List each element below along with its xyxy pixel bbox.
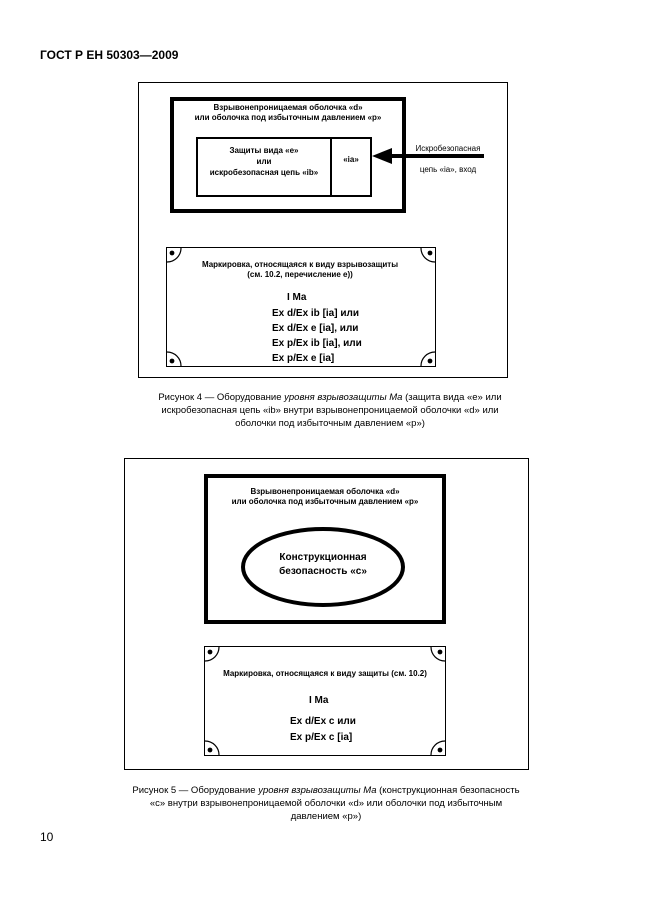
figure5-corner-screw-icon (429, 739, 445, 755)
figure4-enclosure-label-1: Взрывонепроницаемая оболочка «d» (213, 103, 363, 112)
figure4-inner-label-3: искробезопасная цепь «ib» (209, 168, 319, 177)
figure4-inner-divider (330, 139, 332, 195)
figure5-caption-line3: давлением «p») (290, 811, 362, 822)
figure5-enclosure-label-2: или оболочка под избыточным давлением «p» (231, 497, 419, 506)
figure5-corner-screw-icon (205, 647, 221, 663)
figure4-caption-rest: (защита вида «e» или (402, 392, 502, 403)
figure5-caption-prefix: Рисунок 5 — Оборудование (132, 785, 259, 796)
figure4-corner-screw-icon (419, 248, 435, 264)
figure5-marking-group: I Ma (309, 695, 329, 706)
figure5-caption-italic: уровня взрывозащиты Ma (258, 785, 377, 796)
figure4-arrow-label-1: Искробезопасная (415, 144, 481, 153)
figure4-marking-line-4: Ex p/Ex e [ia] (272, 353, 335, 364)
figure4-arrow-label-2: цепь «ia», вход (419, 165, 477, 174)
figure4-caption-italic: уровня взрывозащиты Ma (284, 392, 403, 403)
page-number: 10 (40, 830, 54, 844)
figure4-marking-title-1: Маркировка, относящаяся к виду взрывозащиты (201, 260, 399, 269)
figure4-inner-label-1: Защиты вида «e» (229, 146, 299, 155)
figure5-marking-line-2: Ex p/Ex c [ia] (290, 732, 353, 743)
figure5-corner-screw-icon (205, 739, 221, 755)
figure4-marking-line-2: Ex d/Ex e [ia], или (272, 323, 359, 334)
document-header: ГОСТ Р ЕН 50303—2009 (40, 48, 179, 62)
figure4-marking-line-3: Ex p/Ex ib [ia], или (272, 338, 362, 349)
figure4-corner-screw-icon (167, 350, 183, 366)
figure5-enclosure-label-1: Взрывонепроницаемая оболочка «d» (250, 487, 400, 496)
figure5-corner-screw-icon (429, 647, 445, 663)
figure4-inner-label-2: или (256, 157, 272, 166)
figure5-marking-title: Маркировка, относящаяся к виду защиты (см. 10.2) (223, 669, 427, 678)
figure5-caption-rest: (конструкционная безопасность (376, 785, 520, 796)
figure4-marking-line-1: Ex d/Ex ib [ia] или (272, 308, 359, 319)
figure4-caption-prefix: Рисунок 4 — Оборудование (158, 392, 285, 403)
figure4-caption (120, 391, 540, 430)
figure4-marking-group: I Ma (287, 292, 307, 303)
figure5-caption (110, 784, 542, 823)
figure5-ellipse-label-2: безопасность «c» (279, 566, 367, 577)
figure4-ia-label: «ia» (343, 155, 359, 164)
figure4-corner-screw-icon (419, 350, 435, 366)
figure4-enclosure-label-2: или оболочка под избыточным давлением «p» (194, 113, 382, 122)
figure4-caption-line2: искробезопасная цепь «ib» внутри взрывонепроницаемой оболочки «d» или (161, 405, 499, 416)
figure4-marking-title-2: (см. 10.2, перечисление e)) (247, 270, 353, 279)
figure5-caption-line2: «c» внутри взрывонепроницаемой оболочки «d» или оболочки под избыточным (149, 798, 503, 809)
figure5-marking-line-1: Ex d/Ex c или (290, 716, 356, 727)
figure4-caption-line3: оболочки под избыточным давлением «p») (235, 418, 425, 429)
figure5-ellipse-label-1: Конструкционная (279, 552, 367, 563)
